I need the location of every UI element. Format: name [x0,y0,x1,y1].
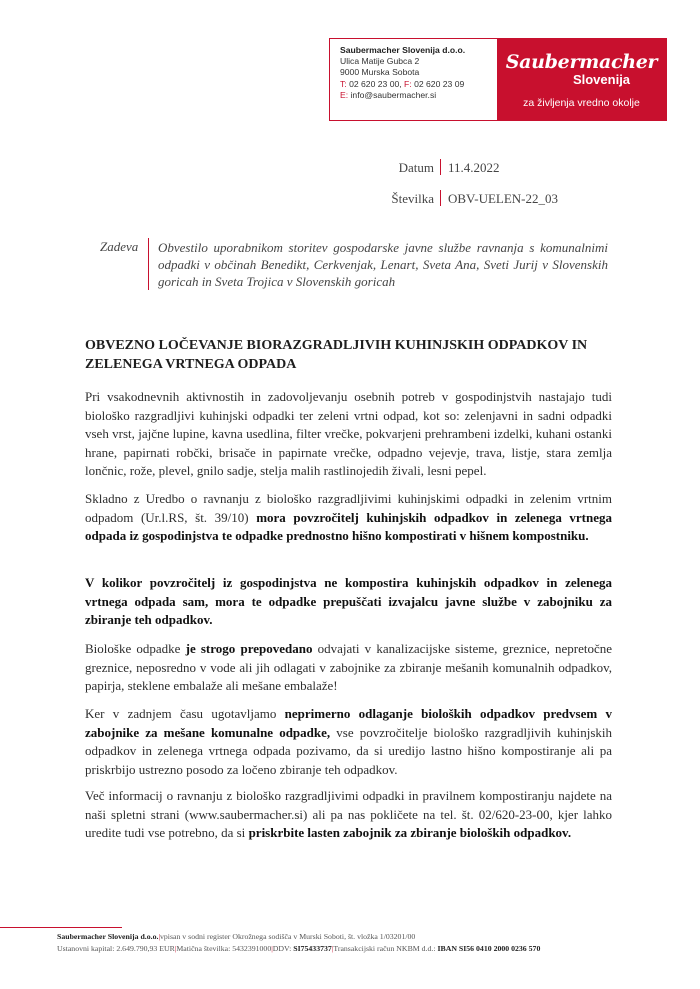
paragraph-6-emphasis: priskrbite lasten zabojnik za zbiranje bioloških odpadkov. [248,825,572,841]
footer-line-2: Ustanovni kapital: 2.649.790,93 EUR|Matična številka: 5432391000|DDV: SI75433737|Transakcijski račun NKBM d.d.: IBAN SI56 0410 2000 0236 570 [57,944,541,953]
paragraph-4 [85,640,612,696]
footer-vat: SI75433737 [293,944,332,953]
paragraph-5-emphasis: neprimerno odlaganje bioloških odpadkov predvsem v zabojnike za mešane komunalne odpadke, [85,706,613,740]
footer-company: Saubermacher Slovenija d.o.o. [57,932,159,941]
subject-separator [148,238,149,290]
paragraph-3-emphasis: V kolikor povzročitelj iz gospodinjstva ne kompostira kuhinjskih odpadkov in zelenega vrtnega odpada sam, mora te odpadke prepuščati izvajalcu javne službe v zabojniku za zbiranje teh odpadkov. [85,575,612,628]
date-value: 11.4.2022 [448,160,500,175]
footer-bank-label: Transakcijski račun NKBM d.d.: [333,944,436,953]
date-row [390,159,500,176]
phone-label: T: [340,78,347,89]
paragraph-5-text-start: Ker v zadnjem času ugotavljamo [85,706,277,721]
footer-reg-no: Matična številka: 5432391000 [176,944,272,953]
number-value: OBV-UELEN-22_03 [448,191,559,206]
number-separator [440,190,441,206]
paragraph-2-emphasis: mora povzročitelj kuhinjskih odpadkov in zelenega vrtnega odpada iz gospodinjstva te odpadke prednostno hišno kompostirati v hišnem kompostniku. [85,509,613,544]
footer-vat-label: DDV: [272,944,292,953]
company-email: info@saubermacher.si [350,89,437,100]
footer-iban: IBAN SI56 0410 2000 0236 570 [437,944,541,953]
company-fax: 02 620 23 09 [414,78,465,89]
logo-country: Slovenija [572,72,631,87]
footer-divider [0,927,122,928]
logo-wordmark: Saubermacher [505,51,658,73]
company-email-line [340,90,497,101]
fax-label: F: [404,78,412,89]
number-label: Številka [391,191,434,206]
footer-line-1: Saubermacher Slovenija d.o.o.|vpisan v sodni register Okrožnega sodišča v Murski Soboti, št. vložka 1/03201/00 [57,932,416,941]
company-contact-block [330,39,497,120]
company-name: Saubermacher Slovenija d.o.o. [340,45,466,55]
saubermacher-logo [497,39,666,120]
company-phone: 02 620 23 00, [349,78,402,89]
number-row [384,190,558,207]
company-street: Ulica Matije Gubca 2 [340,56,420,67]
document-title: OBVEZNO LOČEVANJE BIORAZGRADLJIVIH KUHINJSKIH ODPADKOV IN ZELENEGA VRTNEGA ODPADA [85,338,588,372]
paragraph-2 [85,490,612,546]
paragraph-4-emphasis: je strogo prepovedano [185,641,313,656]
footer-registry: vpisan v sodni register Okrožnega sodišča v Murski Soboti, št. vložka 1/03201/00 [160,932,416,941]
footer-capital: Ustanovni kapital: 2.649.790,93 EUR [57,944,175,953]
paragraph-2-text: Skladno z Uredbo o ravnanju z biološko razgradljivimi kuhinjskimi odpadki in zelenim vrtnim odpadom (Ur.l.RS, št. 39/10) [85,491,612,525]
letterhead [329,38,667,121]
subject-label: Zadeva [100,239,139,254]
paragraph-5-text-end: vse povzročitelje biološko razgradljivih kuhinjskih odpadkov in zelenega vrtnega odpada pozivamo, da si uredijo lastno hišno kompostiranje ali pa priskrbijo ustrezno posodo za ločeno zbiranje teh odpadkov. [85,724,613,777]
paragraph-4-text-end: odvajati v kanalizacijske sisteme, greznice, nepretočne greznice, neposredno v vode ali jih odlagati v zabojnike za zbiranje mešanih komunalnih odpadkov, papirja, steklene embalaže ali mešane embalaže! [85,641,613,694]
logo-tagline: za življenja vredno okolje [523,97,640,109]
paragraph-4-text-start: Biološke odpadke [85,641,181,656]
paragraph-3 [85,574,612,630]
subject-text: Obvestilo uporabnikom storitev gospodarske javne službe ravnanja s komunalnimi odpadki v občinah Benedikt, Cerkvenjak, Lenart, Sveta Ana, Sveti Jurij v Slovenskih goricah in Sveta Trojica v Slovenskih goricah [158,240,608,289]
paragraph-6-text: Več informacij o ravnanju z biološko razgradljivimi odpadki in pravilnem kompostiranju najdete na naši spletni strani (www.saubermacher.si) ali pa nas pokličete na tel. št. 02/620-23-00, kjer lahko uredite tudi vse potrebno, da si [85,788,612,841]
paragraph-6 [85,787,612,843]
paragraph-1: Pri vsakodnevnih aktivnostih in zadovoljevanju osebnih potreb v gospodinjstvih nastajajo tudi biološko razgradljivi kuhinjski odpadki ter zeleni vrtni odpad, kot so: zelenjavni in sadni odpadki vseh vrst, jajčne lupine, kavna usedlina, filter vrečke, pokvarjeni prehrambeni izdelki, kuhani ostanki hrane, papirnati robčki, brisače in papirnate vrečke, odpadno vejevje, trava, listje, stara zemlja lončnic, rože, plevel, gnilo sadje, stelja malih rastlinojedih živali, lesni pepel. [85,389,612,479]
date-separator [440,159,441,175]
company-city: 9000 Murska Sobota [340,67,420,78]
company-phone-line [340,79,497,90]
email-label: E: [340,89,349,100]
date-label: Datum [398,160,434,175]
paragraph-5 [85,705,612,779]
